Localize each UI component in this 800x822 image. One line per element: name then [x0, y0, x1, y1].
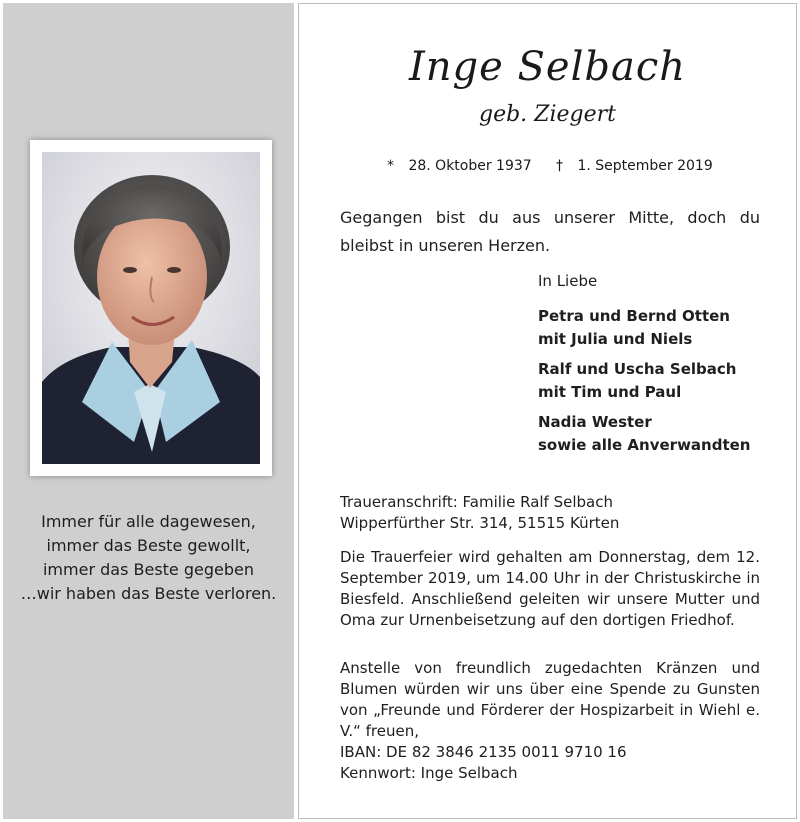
- family-line: sowie alle Anverwandten: [538, 436, 751, 454]
- quote-line: Immer für alle dagewesen,: [41, 512, 256, 531]
- bank-details: [340, 742, 760, 784]
- quote-line: …wir haben das Beste verloren.: [20, 584, 277, 603]
- ceremony-text: Die Trauerfeier wird gehalten am Donnerstag, dem 12. September 2019, um 14.00 Uhr in der Christuskirche in Biesfeld. Anschließend geleiten wir unsere Mutter und Oma zur Urnenbeisetzung auf den dortigen Friedhof.: [340, 548, 760, 629]
- family-line: Petra und Bernd Otten: [538, 307, 730, 325]
- cross-icon: †: [556, 158, 563, 174]
- family-line: mit Julia und Niels: [538, 330, 693, 348]
- family-group: [538, 305, 778, 351]
- address-line: Wipperfürther Str. 314, 51515 Kürten: [340, 514, 620, 532]
- quote-line: immer das Beste gegeben: [42, 560, 254, 579]
- intro-text: Gegangen bist du aus unserer Mitte, doch du bleibst in unseren Herzen.: [340, 208, 760, 255]
- in-love-label: In Liebe: [538, 272, 598, 290]
- birth-name: geb. Ziegert: [479, 102, 616, 127]
- memorial-quote: [3, 510, 294, 606]
- death-date: 1. September 2019: [577, 158, 713, 174]
- iban: IBAN: DE 82 3846 2135 0011 9710 16: [340, 743, 627, 761]
- star-icon: *: [387, 158, 394, 174]
- donation-text: Anstelle von freundlich zugedachten Kränzen und Blumen würden wir uns über eine Spende zu Gunsten von „Freunde und Förderer der Hospizarbeit in Wiehl e. V.“ freuen,: [340, 659, 760, 740]
- address-line: Traueranschrift: Familie Ralf Selbach: [340, 493, 613, 511]
- deceased-name: Inge Selbach: [408, 44, 687, 90]
- portrait-photo: [42, 152, 260, 464]
- mourning-address: [340, 492, 760, 534]
- keyword: Kennwort: Inge Selbach: [340, 764, 518, 782]
- family-group: [538, 358, 778, 404]
- family-group: [538, 411, 778, 457]
- portrait-frame: [30, 140, 272, 476]
- birth-date: 28. Oktober 1937: [408, 158, 532, 174]
- portrait-image: [42, 152, 260, 464]
- family-line: Nadia Wester: [538, 413, 652, 431]
- birth-date-line: [387, 158, 532, 174]
- family-line: Ralf und Uscha Selbach: [538, 360, 737, 378]
- quote-line: immer das Beste gewollt,: [46, 536, 251, 555]
- family-line: mit Tim und Paul: [538, 383, 682, 401]
- death-date-line: [556, 158, 713, 174]
